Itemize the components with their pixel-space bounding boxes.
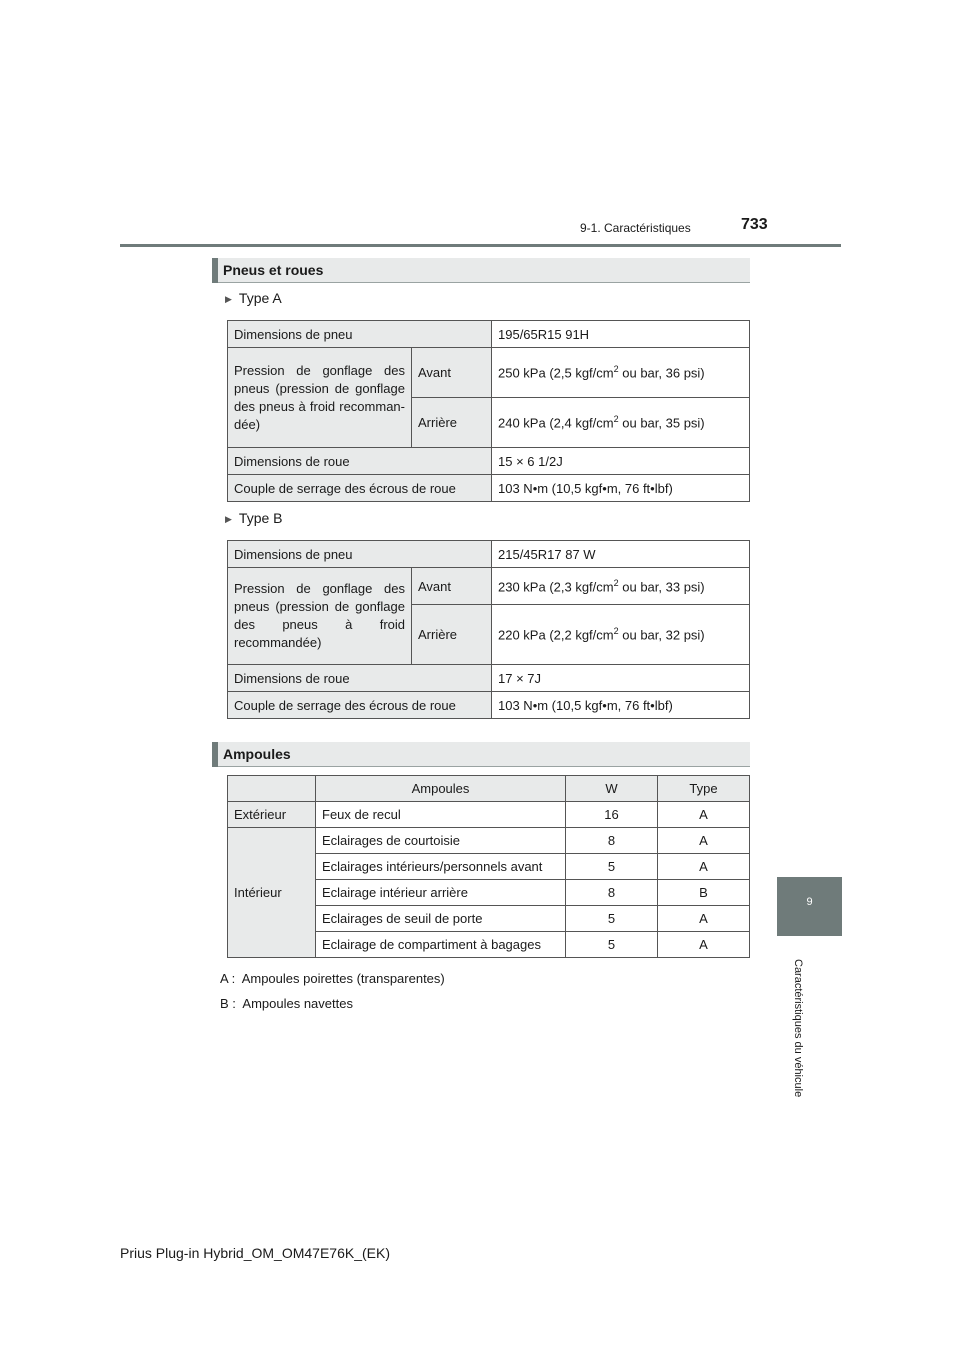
document-footer: Prius Plug-in Hybrid_OM_OM47E76K_(EK) <box>120 1245 390 1261</box>
type-b-heading <box>225 510 283 526</box>
front-label: Avant <box>412 348 492 398</box>
bulb-type: B <box>658 880 750 906</box>
interior-label: Intérieur <box>228 828 316 958</box>
torque-value: 103 N•m (10,5 kgf•m, 76 ft•lbf) <box>492 475 750 502</box>
bulb-watt: 5 <box>566 932 658 958</box>
bulb-name: Eclairages de seuil de porte <box>316 906 566 932</box>
bulb-type: A <box>658 802 750 828</box>
tire-size-label: Dimensions de pneu <box>228 541 492 568</box>
table-row <box>228 665 750 692</box>
tire-size-value: 195/65R15 91H <box>492 321 750 348</box>
bulb-type: A <box>658 932 750 958</box>
torque-label: Couple de serrage des écrous de roue <box>228 692 492 719</box>
front-label: Avant <box>412 568 492 605</box>
bulbs-table <box>227 775 750 958</box>
section-title-bulbs: Ampoules <box>223 746 291 762</box>
header-bulbs: Ampoules <box>316 776 566 802</box>
section-marker <box>212 258 218 283</box>
front-pressure-value: 250 kPa (2,5 kgf/$cm^2$ ou bar, 36 psi) <box>492 348 750 398</box>
header-divider <box>120 244 841 247</box>
pressure-label: Pression de gonflage des pneus (pression de gonflage des pneus à froid recommandée) <box>228 568 412 665</box>
bulb-name: Eclairages de courtoisie <box>316 828 566 854</box>
tire-size-label: Dimensions de pneu <box>228 321 492 348</box>
section-header-bulbs <box>212 742 750 767</box>
bulb-name: Eclairage de compartiment à bagages <box>316 932 566 958</box>
tire-spec-table-type-a <box>227 320 750 502</box>
bulb-watt: 16 <box>566 802 658 828</box>
chapter-tab <box>777 877 842 936</box>
rear-pressure-value: 220 kPa (2,2 kgf/$cm^2$ ou bar, 32 psi) <box>492 605 750 665</box>
rear-label: Arrière <box>412 605 492 665</box>
table-row <box>228 568 750 605</box>
header-watt: W <box>566 776 658 802</box>
wheel-size-label: Dimensions de roue <box>228 665 492 692</box>
tire-spec-table-type-b <box>227 540 750 719</box>
bulb-name: Feux de recul <box>316 802 566 828</box>
bulb-watt: 5 <box>566 906 658 932</box>
bulb-type: A <box>658 854 750 880</box>
bulb-name: Eclairages intérieurs/personnels avant <box>316 854 566 880</box>
section-header-tires <box>212 258 750 283</box>
table-row <box>228 802 750 828</box>
type-b-label: Type B <box>238 510 283 526</box>
section-title: 9-1. Caractéristiques <box>580 221 691 235</box>
exterior-label: Extérieur <box>228 802 316 828</box>
legend-note-a: A : Ampoules poirettes (transparentes) <box>220 971 445 986</box>
bulb-name: Eclairage intérieur arrière <box>316 880 566 906</box>
wheel-size-label: Dimensions de roue <box>228 448 492 475</box>
torque-label: Couple de serrage des écrous de roue <box>228 475 492 502</box>
table-row <box>228 321 750 348</box>
table-row <box>228 541 750 568</box>
torque-value: 103 N•m (10,5 kgf•m, 76 ft•lbf) <box>492 692 750 719</box>
type-a-heading <box>225 290 282 306</box>
wheel-size-value: 15 × 6 1/2J <box>492 448 750 475</box>
bulb-type: A <box>658 828 750 854</box>
table-header-row <box>228 776 750 802</box>
table-row <box>228 828 750 854</box>
pressure-label: Pression de gonflage des pneus (pression de gonflage des pneus à froid recomman-dée) <box>228 348 412 448</box>
header-type: Type <box>658 776 750 802</box>
section-marker <box>212 742 218 767</box>
chapter-number: 9 <box>806 896 813 908</box>
table-row <box>228 475 750 502</box>
tire-size-value: 215/45R17 87 W <box>492 541 750 568</box>
bulb-watt: 8 <box>566 828 658 854</box>
page-number: 733 <box>741 216 768 233</box>
table-row <box>228 348 750 398</box>
triangle-bullet-icon: ▶ <box>225 514 232 524</box>
legend-note-b: B : Ampoules navettes <box>220 996 353 1011</box>
front-pressure-value: 230 kPa (2,3 kgf/$cm^2$ ou bar, 33 psi) <box>492 568 750 605</box>
rear-label: Arrière <box>412 398 492 448</box>
section-title-tires: Pneus et roues <box>223 262 324 278</box>
bulb-watt: 5 <box>566 854 658 880</box>
table-row <box>228 692 750 719</box>
table-row <box>228 448 750 475</box>
wheel-size-value: 17 × 7J <box>492 665 750 692</box>
bulb-watt: 8 <box>566 880 658 906</box>
bulb-type: A <box>658 906 750 932</box>
triangle-bullet-icon: ▶ <box>225 294 232 304</box>
rear-pressure-value: 240 kPa (2,4 kgf/$cm^2$ ou bar, 35 psi) <box>492 398 750 448</box>
type-a-label: Type A <box>238 290 282 306</box>
header-empty-cell <box>228 776 316 802</box>
chapter-title: Caractéristiques du véhicule <box>792 959 804 1098</box>
